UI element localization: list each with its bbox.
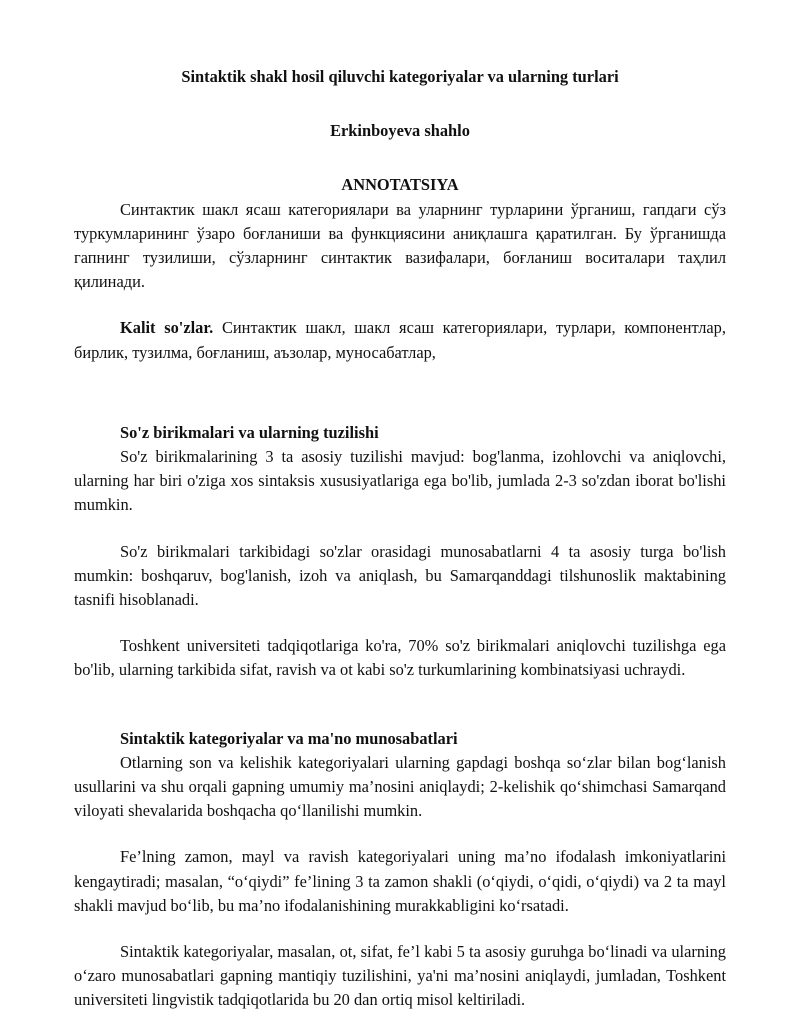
section1-paragraph-3: Toshkent universiteti tadqiqotlariga ko'ra, 70% so'z birikmalari aniqlovchi tuzilishga ega bo'lib, ularning tarkibida sifat, ravish va ot kabi so'z turkumlarining kombinatsiyasi uchraydi. [74, 636, 726, 680]
author-name: Erkinboyeva shahlo [330, 121, 470, 141]
document-title: Sintaktik shakl hosil qiluvchi kategoriyalar va ularning turlari [181, 67, 619, 86]
section2-paragraph-2: Fe’lning zamon, mayl va ravish kategoriyalari uning ma’no ifodalash imkoniyatlarini kengaytiradi; masalan, “o‘qiydi” fe’lining 3 ta zamon shakli (o‘qiydi, o‘qidi, o‘qiydi) va 2 ta mayl shakli mavjud bo‘lib, bu ma’no ifodalanishining murakkabligini ko‘rsatadi. [74, 847, 726, 915]
keywords-paragraph [74, 316, 726, 364]
keywords-text: Синтактик шакл, шакл ясаш категориялари, турлари, компонентлар, бирлик, тузилма, боғланиш, аъзолар, муносабатлар, [74, 318, 726, 362]
keywords-label: Kalit so'zlar. [120, 318, 214, 338]
annotation-heading: ANNOTATSIYA [341, 175, 459, 195]
section2-paragraph-1: Otlarning son va kelishik kategoriyalari ularning gapdagi boshqa so‘zlar bilan bog‘lanish usullarini va shu orqali gapning umumiy ma’nosini aniqlaydi; 2-kelishik qo‘shimchasi Samarqand viloyati shevalarida boshqacha qo‘llanilishi mumkin. [74, 752, 726, 821]
section1-paragraph-1: So'z birikmalarining 3 ta asosiy tuzilishi mavjud: bog'lanma, izohlovchi va aniqlovchi, ularning har biri o'ziga xos sintaksis xususiyatlariga ega bo'lib, jumlada 2-3 so'zdan iborat bo'lishi mumkin. [74, 447, 726, 515]
section1-paragraph-2: So'z birikmalari tarkibidagi so'zlar orasidagi munosabatlarni 4 ta asosiy turga bo'lish mumkin: boshqaruv, bog'lanish, izoh va aniqlash, bu Samarqanddagi tilshunoslik maktabining tasnifi hisoblanadi. [74, 541, 726, 610]
section2-paragraph-3: Sintaktik kategoriyalar, masalan, ot, sifat, fe’l kabi 5 ta asosiy guruhga bo‘linadi va ularning o‘zaro munosabatlari gapning mantiqiy tuzilishini, ya'ni ma’nosini aniqlaydi, jumladan, Toshkent universiteti lingvistik tadqiqotlarida bu 20 dan ortiq misol keltiriladi. [74, 942, 726, 1010]
annotation-paragraph: Синтактик шакл ясаш категориялари ва уларнинг турларини ўрганиш, гапдаги сўз туркумларининг ўзаро боғланиши ва функциясини аниқлашга қаратилган. Бу ўрганишда гапнинг тузилиши, сўзларнинг синтактик вазифалари, боғланиш воситалари таҳлил қилинади. [74, 199, 726, 292]
section-heading-syntactic-categories: Sintaktik kategoriyalar va ma'no munosabatlari [120, 728, 458, 748]
section-heading-word-combinations: So'z birikmalari va ularning tuzilishi [120, 422, 379, 442]
